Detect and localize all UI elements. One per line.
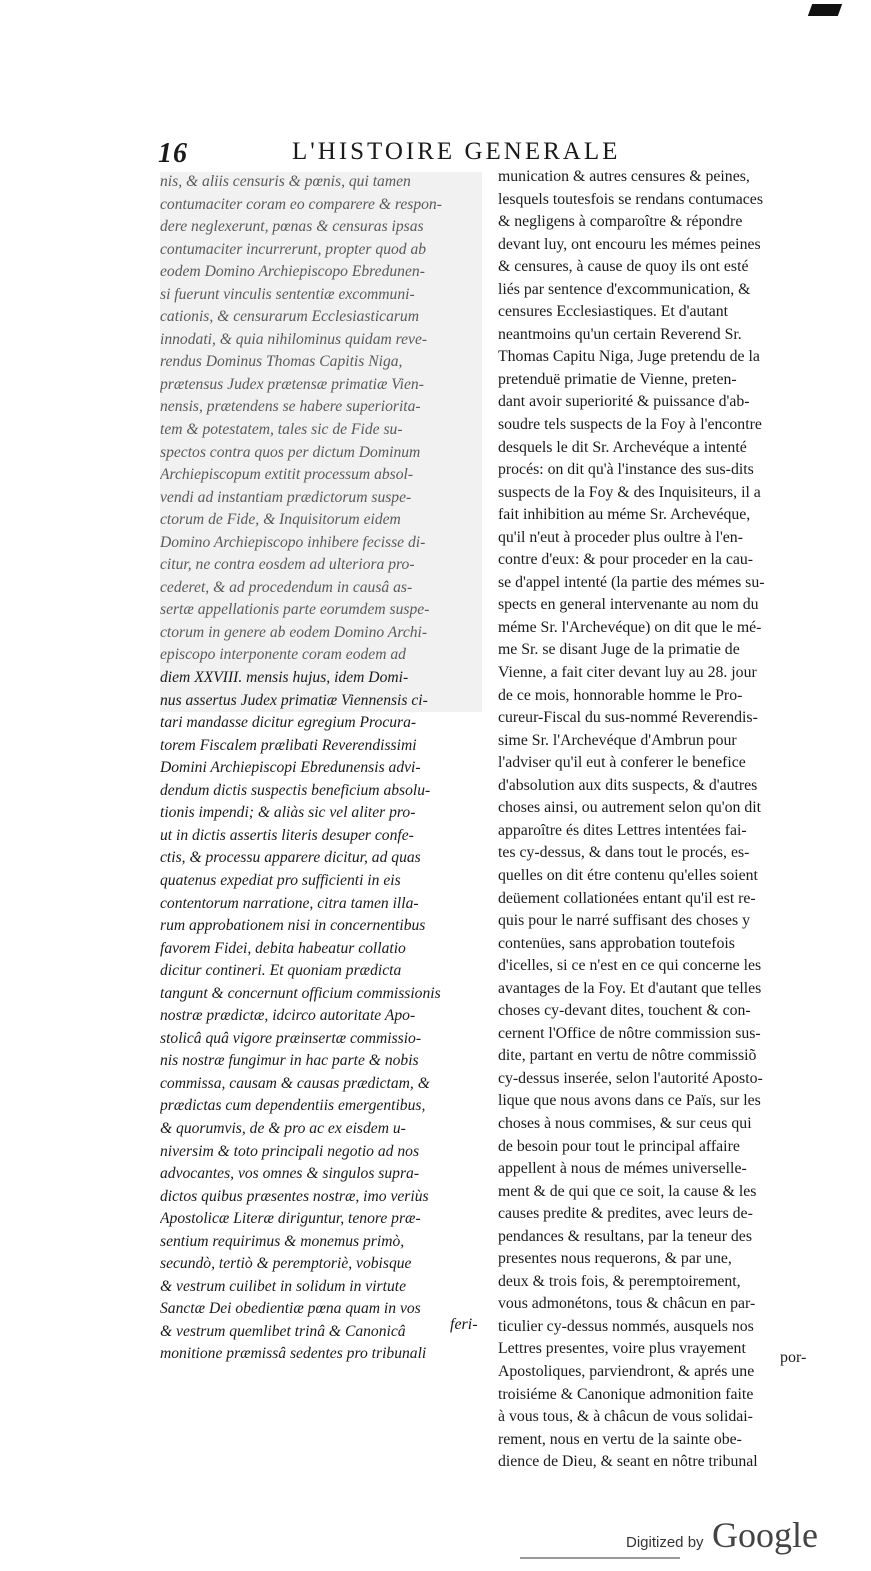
latin-column-line: innodati, & quia nihilominus quidam reve- bbox=[160, 330, 428, 348]
latin-column-line: nostræ prædictæ, idcirco autoritate Apo- bbox=[160, 1007, 416, 1025]
latin-column-line: dendum dictis suspectis beneficium absolu- bbox=[160, 781, 431, 799]
latin-column-line: secundò, tertiò & peremptoriè, vobisque bbox=[160, 1255, 412, 1273]
latin-column-line: Sanctæ Dei obedientiæ pœna quam in vos bbox=[160, 1300, 421, 1318]
bottom-rule bbox=[520, 1557, 680, 1559]
latin-column-line: dicitur contineri. Et quoniam prædicta bbox=[160, 962, 402, 980]
french-column-line: cy-dessus inserée, selon l'autorité Aposto- bbox=[498, 1069, 763, 1087]
french-column-line: vous admonétons, tous & châcun en par- bbox=[498, 1295, 756, 1313]
french-column-line: qu'il n'eut à proceder plus oultre à l'en- bbox=[498, 528, 743, 546]
latin-column-line: vendi ad instantiam prædictorum suspe- bbox=[160, 488, 412, 506]
latin-column-line: sentium requirimus & monemus primò, bbox=[160, 1232, 405, 1250]
french-column-line: méme Sr. l'Archevéque) on dit que le mé- bbox=[498, 618, 762, 636]
latin-column-line: dere neglexerunt, pœnas & censuras ipsas bbox=[160, 218, 424, 236]
latin-column-line: tem & potestatem, tales sic de Fide su- bbox=[160, 421, 403, 439]
french-column-line: censures Ecclesiastiques. Et d'autant bbox=[498, 303, 729, 321]
latin-column-line: tari mandasse dicitur egregium Procura- bbox=[160, 714, 417, 732]
french-column-line: d'absolution aux dits suspects, & d'autres bbox=[498, 776, 758, 794]
french-column-line: quis pour le narré suffisant des choses y bbox=[498, 912, 750, 930]
french-column-line: pendances & resultans, par la teneur des bbox=[498, 1227, 752, 1245]
latin-column-line: stolicâ quâ vigore præinsertæ commissio- bbox=[160, 1029, 422, 1047]
french-column-line: Apostoliques, parviendront, & aprés une bbox=[498, 1362, 755, 1380]
french-column-line: dant avoir superiorité & puissance d'ab- bbox=[498, 393, 750, 411]
latin-catchword: feri- bbox=[450, 1316, 478, 1333]
french-column-line: neantmoins qu'un certain Reverend Sr. bbox=[498, 325, 742, 343]
french-column-line: choses à nous commises, & sur ceus qui bbox=[498, 1114, 752, 1132]
latin-column-line: dictos quibus præsentes nostræ, imo veriùs bbox=[160, 1187, 429, 1205]
french-column-line: choses cy-devant dites, touchent & con- bbox=[498, 1002, 751, 1020]
french-column-line: ticulier cy-dessus nommés, ausquels nos bbox=[498, 1317, 754, 1335]
latin-column-line: tangunt & concernunt officium commissionis bbox=[160, 984, 441, 1002]
latin-column-line: citur, ne contra eosdem ad ulteriora pro- bbox=[160, 556, 415, 574]
latin-column-line: cationis, & censurarum Ecclesiasticarum bbox=[160, 308, 419, 326]
french-column-line: deux & trois fois, & peremptoirement, bbox=[498, 1272, 741, 1290]
latin-column-line: prædictas cum dependentiis emergentibus, bbox=[160, 1097, 426, 1115]
french-column-line: rement, nous en vertu de la sainte obe- bbox=[498, 1430, 742, 1448]
french-column-line: deüement collationées entant qu'il est re- bbox=[498, 889, 756, 907]
french-column-line: presentes nous requerons, & par une, bbox=[498, 1250, 732, 1268]
digitized-by-text: Digitized by bbox=[626, 1534, 704, 1551]
french-column-line: se d'appel intenté (la partie des mémes su- bbox=[498, 573, 765, 591]
french-column-line: Vienne, a fait citer devant luy au 28. jour bbox=[498, 664, 757, 682]
latin-column-line: niversim & toto principali negotio ad nos bbox=[160, 1142, 420, 1160]
french-column-line: de besoin pour tout le principal affaire bbox=[498, 1137, 740, 1155]
latin-column bbox=[160, 171, 478, 1366]
french-column-line: lique que nous avons dans ce Païs, sur les bbox=[498, 1092, 761, 1110]
latin-column-line: sertæ appellationis parte eorumdem suspe- bbox=[160, 601, 430, 619]
french-column-line: avantages de la Foy. Et d'autant que telles bbox=[498, 979, 762, 997]
latin-column-line: advocantes, vos omnes & singulos supra- bbox=[160, 1165, 420, 1183]
french-column-line: desquels le dit Sr. Archevéque a intenté bbox=[498, 438, 747, 456]
french-column-line: fait inhibition au méme Sr. Archevéque, bbox=[498, 506, 751, 524]
latin-column-line: prætensus Judex prætensæ primatiæ Vien- bbox=[160, 375, 424, 393]
french-column-line: contre d'eux: & pour proceder en la cau- bbox=[498, 551, 754, 569]
french-column-line: liés par sentence d'excommunication, & bbox=[498, 280, 751, 298]
french-column-line: munication & autres censures & peines, bbox=[498, 168, 750, 185]
running-head: L'HISTOIRE GENERALE bbox=[292, 138, 621, 165]
latin-column-line: diem XXVIII. mensis hujus, idem Domi- bbox=[160, 669, 409, 687]
latin-column-line: & vestrum cuilibet in solidum in virtute bbox=[160, 1277, 407, 1295]
latin-column-line: monitione præmissâ sedentes pro tribunali bbox=[160, 1345, 427, 1363]
latin-column-line: rum approbationem nisi in concernentibus bbox=[160, 917, 426, 935]
latin-column-line: contentorum narratione, citra tamen illa- bbox=[160, 894, 419, 912]
latin-column-line: spectos contra quos per dictum Dominum bbox=[160, 443, 421, 461]
latin-column-line: ctorum in genere ab eodem Domino Archi- bbox=[160, 623, 428, 641]
latin-column-line: cederet, & ad procedendum in causâ as- bbox=[160, 578, 413, 596]
latin-column-line: ctorum de Fide, & Inquisitorum eidem bbox=[160, 511, 401, 529]
french-column-line: cureur-Fiscal du sus-nommé Reverendis- bbox=[498, 709, 758, 727]
french-column-line: à vous tous, & à châcun de vous solidai- bbox=[498, 1408, 753, 1426]
french-column-line: & negligens à comparoître & répondre bbox=[498, 213, 743, 231]
digitized-by-footer bbox=[626, 1514, 818, 1556]
french-column-line: l'adviser qu'il eut à conferer le benefice bbox=[498, 754, 746, 772]
latin-column-line: ut in dictis assertis literis desuper confe- bbox=[160, 826, 414, 844]
french-column-line: dite, partant en vertu de nôtre commissiõ bbox=[498, 1047, 757, 1065]
french-column-line: d'icelles, si ce n'est en ce qui concerne les bbox=[498, 957, 762, 975]
french-column-line: sime Sr. l'Archevéque d'Ambrun pour bbox=[498, 731, 737, 749]
latin-column-line: nis, & aliis censuris & pœnis, qui tamen bbox=[160, 173, 411, 190]
google-logo: Google bbox=[712, 1515, 818, 1555]
french-column-line: soudre tels suspects de la Foy à l'encontre bbox=[498, 416, 762, 434]
latin-column-line: commissa, causam & causas prædictam, & bbox=[160, 1074, 430, 1092]
french-column-line: & censures, à cause de quoy ils ont esté bbox=[498, 258, 749, 276]
latin-column-line: Apostolicæ Literæ diriguntur, tenore præ- bbox=[160, 1210, 421, 1228]
french-column-line: Thomas Capitu Niga, Juge pretendu de la bbox=[498, 348, 760, 366]
latin-column-line: si fuerunt vinculis sententiæ excommuni- bbox=[160, 285, 415, 303]
french-column-line: dience de Dieu, & seant en nôtre tribunal bbox=[498, 1453, 758, 1471]
latin-column-line: contumaciter incurrerunt, propter quod ab bbox=[160, 240, 427, 258]
latin-column-line: Domini Archiepiscopi Ebredunensis advi- bbox=[160, 759, 421, 777]
french-column-line: choses ainsi, ou autrement selon qu'on dit bbox=[498, 799, 762, 817]
french-column-line: contenües, sans approbation toutefois bbox=[498, 934, 735, 952]
latin-column-line: favorem Fidei, debita habeatur collatio bbox=[160, 939, 406, 957]
latin-column-line: rendus Dominus Thomas Capitis Niga, bbox=[160, 353, 403, 371]
latin-column-line: nus assertus Judex primatiæ Viennensis ci- bbox=[160, 691, 428, 709]
latin-column-line: quatenus expediat pro sufficienti in eis bbox=[160, 871, 401, 889]
latin-column-line: ctis, & processu apparere dicitur, ad quas bbox=[160, 849, 421, 867]
french-column-line: ment & de qui que ce soit, la cause & les bbox=[498, 1182, 757, 1200]
french-column-line: suspects de la Foy & des Inquisiteurs, il a bbox=[498, 483, 761, 501]
french-column-line: Lettres presentes, voire plus vrayement bbox=[498, 1340, 746, 1358]
french-column bbox=[498, 166, 816, 1474]
french-column-line: pretenduë primatie de Vienne, preten- bbox=[498, 370, 737, 388]
french-column-line: apparoître és dites Lettres intentées fai- bbox=[498, 821, 747, 839]
french-column-line: devant luy, ont encouru les mémes peines bbox=[498, 235, 761, 253]
french-column-line: me Sr. se disant Juge de la primatie de bbox=[498, 641, 740, 659]
french-column-line: quelles on dit étre contenu qu'elles soient bbox=[498, 866, 758, 884]
french-column-line: de ce mois, honnorable homme le Pro- bbox=[498, 686, 743, 704]
latin-column-line: torem Fiscalem prælibati Reverendissimi bbox=[160, 736, 417, 754]
page-number: 16 bbox=[158, 138, 188, 169]
french-column-line: causes predite & predites, avec leurs de- bbox=[498, 1205, 753, 1223]
french-column-line: spects en general intervenante au nom du bbox=[498, 596, 759, 614]
french-column-line: troisiéme & Canonique admonition faite bbox=[498, 1385, 754, 1403]
latin-column-line: episcopo interponente coram eodem ad bbox=[160, 646, 406, 664]
french-column-line: tes cy-dessus, & dans tout le procés, es- bbox=[498, 844, 750, 862]
latin-column-line: & quorumvis, de & pro ac ex eisdem u- bbox=[160, 1119, 406, 1137]
latin-column-line: nis nostræ fungimur in hac parte & nobis bbox=[160, 1052, 419, 1070]
latin-column-line: tionis impendi; & aliàs sic vel aliter pro- bbox=[160, 804, 416, 822]
french-column-line: cernent l'Office de nôtre commission sus- bbox=[498, 1024, 761, 1042]
latin-column-line: contumaciter coram eo comparere & respon- bbox=[160, 195, 442, 213]
corner-ink-mark bbox=[808, 4, 842, 16]
latin-column-line: Archiepiscopum extitit processum absol- bbox=[160, 466, 414, 484]
latin-column-line: nensis, prætendens se habere superiorita- bbox=[160, 398, 421, 416]
french-column-line: lesquels toutesfois se rendans contumaces bbox=[498, 190, 763, 208]
french-column-line: appellent à nous de mémes universelle- bbox=[498, 1160, 747, 1178]
french-column-line: procés: on dit qu'à l'instance des sus-dits bbox=[498, 461, 754, 479]
latin-column-line: Domino Archiepiscopo inhibere fecisse di- bbox=[160, 533, 426, 551]
french-catchword: por- bbox=[780, 1349, 807, 1366]
latin-column-line: & vestrum quemlibet trinâ & Canonicâ bbox=[160, 1322, 406, 1340]
latin-column-line: eodem Domino Archiepiscopo Ebredunen- bbox=[160, 263, 425, 281]
